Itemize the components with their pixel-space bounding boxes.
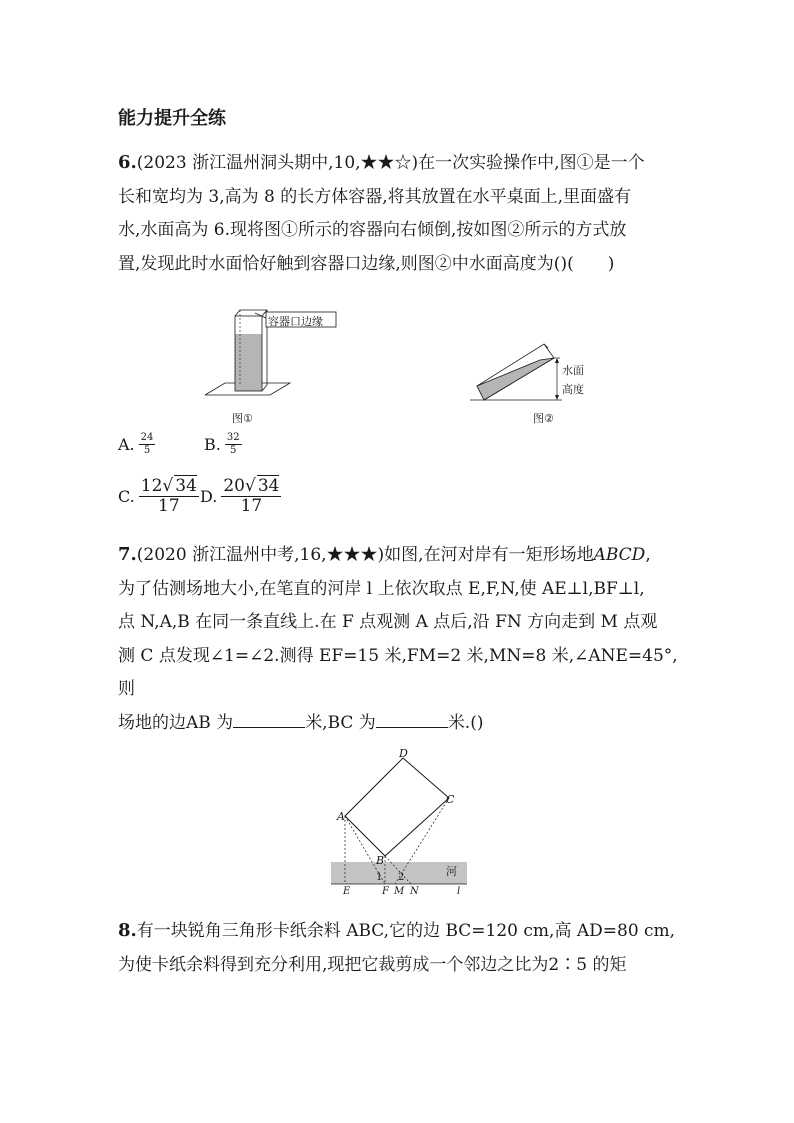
- option-a-den: 5: [143, 445, 151, 456]
- q8-line-2: 为使卡纸余料得到充分利用,现把它裁剪成一个邻边之比为2∶5 的矩: [118, 954, 627, 975]
- q6-text-1: (2023 浙江温州洞头期中,10,★★☆)在一次实验操作中,图①是一个: [136, 153, 645, 173]
- box-bottom-edge: [262, 385, 267, 391]
- question-8: [118, 914, 678, 982]
- point-e-label: E: [343, 886, 351, 897]
- q7-line-2: 为了估测场地大小,在笔直的河岸 l 上依次取点 E,F,N,使 AE⊥l,BF⊥l,: [118, 578, 645, 599]
- fig1-caption: 图①: [232, 412, 253, 425]
- option-c[interactable]: [118, 478, 199, 515]
- arrow-head-bottom: [555, 395, 559, 400]
- q7-text-1: (2020 浙江温州中考,16,★★★)如图,在河对岸有一矩形场地: [136, 545, 594, 565]
- option-b[interactable]: [204, 433, 242, 456]
- q6-line-4: 置,发现此时水面恰好触到容器口边缘,则图②中水面高度为()( ): [118, 253, 615, 274]
- q7-number: 7.: [118, 544, 137, 565]
- line-l-label: l: [457, 886, 461, 897]
- q6-line-2: 长和宽均为 3,高为 8 的长方体容器,将其放置在水平桌面上,里面盛有: [118, 186, 632, 207]
- angle-2-label: 2: [398, 872, 405, 883]
- point-d-label: D: [399, 747, 408, 760]
- q6-line-1: [118, 146, 678, 181]
- section-title: 能力提升全练: [118, 108, 226, 129]
- fig1-callout-text: 容器口边缘: [268, 315, 323, 328]
- option-b-fraction: [225, 433, 242, 456]
- q7-line-4: 测 C 点发现∠1=∠2.测得 EF=15 米,FM=2 米,MN=8 米,∠ANE=45°,则: [118, 645, 678, 699]
- option-d-den: 17: [240, 496, 263, 516]
- fig2-label-line2: 高度: [562, 383, 584, 396]
- option-d-coef: 20: [223, 476, 245, 496]
- option-c-label: C.: [118, 487, 135, 506]
- option-b-den: 5: [230, 445, 237, 456]
- question-6: [118, 146, 678, 281]
- question-7: [118, 538, 678, 740]
- q7-var-abcd: ABCD: [593, 545, 646, 565]
- option-c-fraction: [139, 478, 199, 515]
- option-b-label: B.: [204, 435, 221, 454]
- fig2-label-line1: 水面: [562, 364, 584, 377]
- fig2-caption: 图②: [533, 412, 554, 425]
- water-fill: [235, 334, 262, 391]
- option-c-den: 17: [158, 496, 180, 516]
- q6-line-3: 水,水面高为 6.现将图①所示的容器向右倾倒,按如图②所示的方式放: [118, 220, 627, 240]
- arrow-head-top: [555, 358, 559, 363]
- option-a-num: 24: [140, 432, 154, 443]
- point-a-label: A: [337, 810, 345, 823]
- q6-number: 6.: [118, 152, 137, 173]
- ab-answer-blank[interactable]: [233, 713, 305, 728]
- rectangle-abcd: [345, 758, 449, 856]
- point-m-label: M: [394, 886, 405, 897]
- point-b-label: B: [376, 854, 385, 867]
- river-label: 河: [446, 865, 457, 878]
- option-c-radicand: 34: [175, 476, 197, 496]
- q7-text-5c: 米.(): [447, 712, 484, 733]
- angle-1-label: 1: [376, 872, 383, 883]
- option-a[interactable]: [118, 433, 155, 456]
- bc-answer-blank[interactable]: [376, 713, 448, 728]
- q7-text-5b: 米,BC 为: [305, 712, 376, 733]
- point-c-label: C: [446, 793, 455, 806]
- q7-line-1: [118, 538, 678, 573]
- sqrt-sign: √: [244, 476, 256, 496]
- point-f-label: F: [382, 886, 389, 897]
- q7-text-1-end: ,: [645, 545, 651, 565]
- option-c-num: [139, 478, 199, 497]
- option-d-num: [221, 478, 281, 497]
- option-d-radicand: 34: [257, 476, 280, 496]
- q7-text-5a: 场地的边AB 为: [118, 712, 234, 733]
- point-n-label: N: [410, 886, 419, 897]
- option-c-coef: 12: [140, 476, 163, 496]
- sqrt-sign: √: [162, 476, 174, 496]
- q8-line-1: [118, 914, 678, 949]
- q8-text-1: 有一块锐角三角形卡纸余料 ABC,它的边 BC=120 cm,高 AD=80 cm,: [136, 921, 676, 941]
- option-a-fraction: [139, 433, 156, 456]
- q7-line-3: 点 N,A,B 在同一条直线上.在 F 点观测 A 点后,沿 FN 方向走到 M 点观: [118, 612, 658, 632]
- option-d[interactable]: [200, 478, 281, 515]
- q8-number: 8.: [118, 920, 137, 941]
- q7-line-5: [118, 707, 678, 741]
- option-b-num: 32: [226, 432, 240, 443]
- option-a-label: A.: [118, 435, 135, 454]
- option-d-label: D.: [200, 487, 218, 506]
- option-d-fraction: [221, 478, 281, 515]
